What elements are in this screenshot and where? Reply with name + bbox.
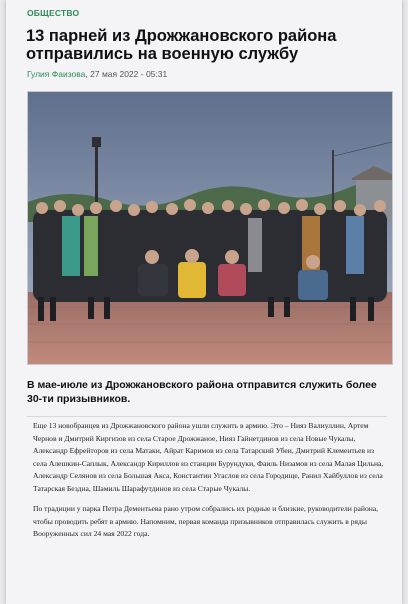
body-paragraph: Еще 13 новобранцев из Дрожжановского района ушли служить в армию. Это – Нияз Валиуллин, Артем Чернов и Дмитрий Киргизов из села Старое Дрожжаное, Нияз Гайнетдинов из села Новые Чукалы, Александр Ефрейторов из села Матаки, Айрат Каримов из села Татарский Убеи, Дмитрий Клементьев из села Алешкин-Саплык, Александр Кириллов из станции Бурундуки, Фаиль Низамов из села Малая Цильна, Александр Селянов из села Большая Акса, Константин Угаслов из села Городище, Ранил Хайбуллов из села Татарская Бездна, Шамиль Шарафутдинов из села Старые Чукалы. bbox=[33, 421, 384, 493]
article-lead: В мае-июле из Дрожжановского района отправится служить более 30-ти призывников. bbox=[27, 379, 377, 405]
article-photo[interactable] bbox=[27, 91, 393, 365]
publish-date: 27 мая 2022 - 05:31 bbox=[90, 69, 168, 79]
byline bbox=[27, 69, 167, 79]
body-paragraph: По традиции у парка Петра Дементьева рано утром собрались их родные и близкие, руководители района, чтобы проводить ребят в армию. Напомним, первая команда призывников отправилась служить в ряды Вооруженных сил 24 мая 2022 года. bbox=[33, 504, 379, 538]
article-page bbox=[6, 0, 402, 604]
divider bbox=[27, 416, 387, 417]
author-link[interactable]: Гулия Фаизова bbox=[27, 69, 86, 79]
article-title: 13 парней из Дрожжановского района отправились на военную службу bbox=[26, 27, 337, 63]
byline-separator: , bbox=[85, 69, 91, 79]
group-photo-icon bbox=[28, 92, 392, 364]
article-body bbox=[33, 420, 389, 549]
section-label[interactable]: ОБЩЕСТВО bbox=[27, 8, 80, 18]
